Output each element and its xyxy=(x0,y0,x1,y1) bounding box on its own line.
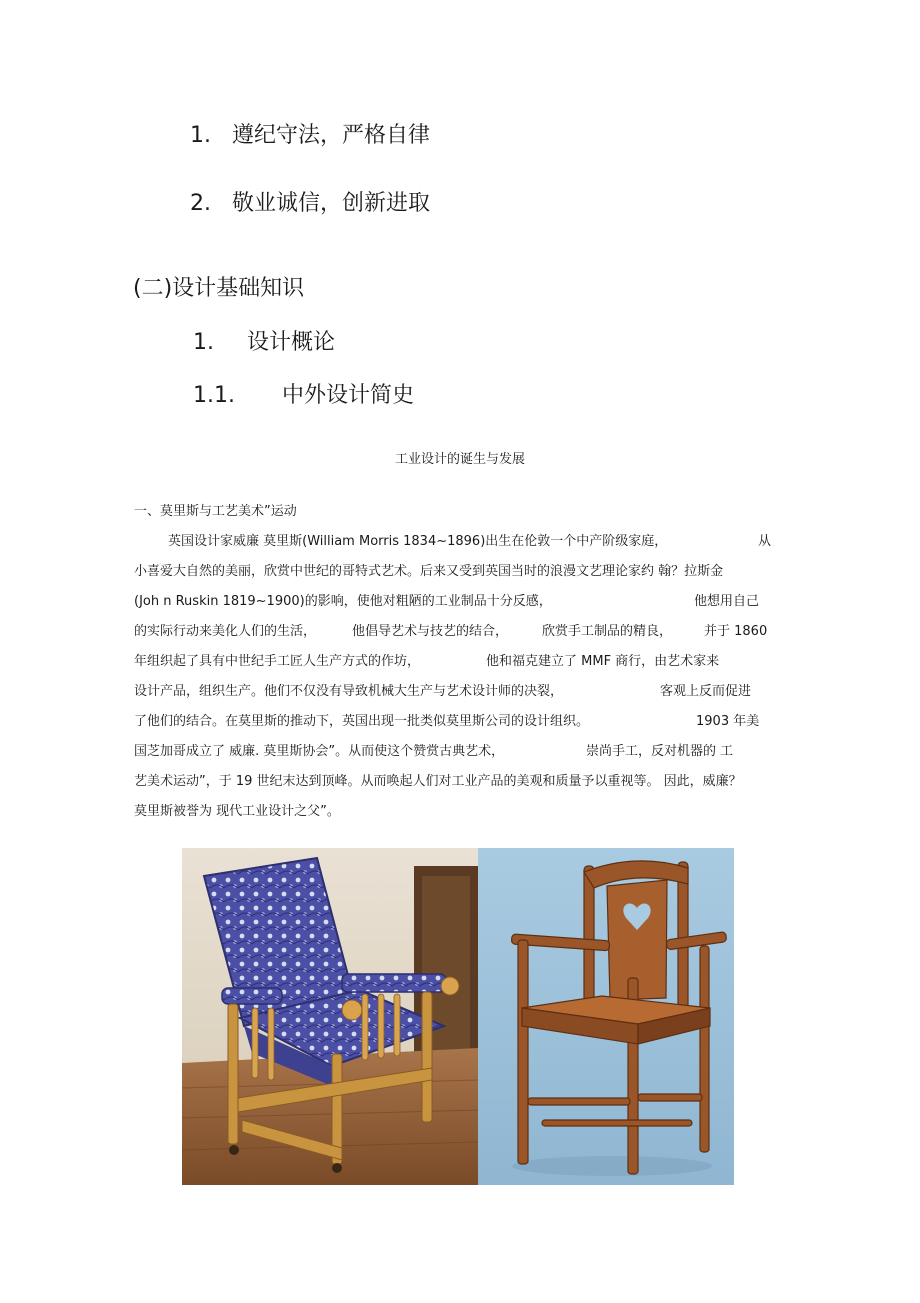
line-segment: 从 xyxy=(758,534,772,549)
subsection-heading xyxy=(193,328,335,358)
morris-armchair-image xyxy=(182,848,478,1185)
line-segment: 艺美术运动”，于 19 世纪末达到顶峰。从而唤起人们对工业产品的美观和质量予以重视等。 因此，威廉？ xyxy=(134,774,742,789)
subsubsection-heading xyxy=(193,381,414,411)
line-segment: 客观上反而促进 xyxy=(660,684,752,699)
line-segment: (Joh n Ruskin 1819~1900)的影响，使他对粗陋的工业制品十分反感， xyxy=(134,594,552,609)
paragraph-line xyxy=(134,677,774,707)
line-segment: 国芝加哥成立了 威廉. 莫里斯协会”。从而使这个赞赏古典艺术， xyxy=(134,744,505,759)
document-title: 工业设计的诞生与发展 xyxy=(394,452,525,467)
section-heading: (二)设计基础知识 xyxy=(133,276,305,301)
line-segment: 欣赏手工制品的精良， xyxy=(542,624,673,639)
paragraph-line xyxy=(134,797,774,827)
subsubsection-text: 中外设计简史 xyxy=(281,383,414,408)
paragraph-line xyxy=(134,617,774,647)
wooden-chair-image xyxy=(478,848,734,1185)
line-segment: 他倡导艺术与技艺的结合， xyxy=(352,624,509,639)
item-2 xyxy=(190,189,430,219)
item-2-text: 敬业诚信，创新进取 xyxy=(232,191,431,216)
line-segment: 他想用自己 xyxy=(694,594,760,609)
line-segment: 了他们的结合。在莫里斯的推动下，英国出现一批类似莫里斯公司的设计组织。 xyxy=(134,714,590,729)
line-segment: 英国设计家威廉 莫里斯(William Morris 1834~1896)出生在伦敦一个中产阶级家庭， xyxy=(168,534,668,549)
line-segment: 并于 1860 xyxy=(704,624,768,639)
line-segment: 1903 年美 xyxy=(696,714,760,729)
line-segment: 他和福克建立了 MMF 商行，由艺术家来 xyxy=(486,654,720,669)
paragraph-line xyxy=(134,587,774,617)
subsection-number: 1. xyxy=(193,330,214,355)
line-segment: 崇尚手工，反对机器的 工 xyxy=(586,744,734,759)
item-2-number: 2. xyxy=(190,191,211,216)
paragraph-line xyxy=(134,557,774,587)
paragraph-line xyxy=(134,767,774,797)
subsection-text: 设计概论 xyxy=(247,330,336,355)
paragraph-line xyxy=(134,527,774,557)
paragraph-line xyxy=(134,647,774,677)
item-1-number: 1. xyxy=(190,123,211,148)
line-segment: 小喜爱大自然的美丽，欣赏中世纪的哥特式艺术。后来又受到英国当时的浪漫文艺理论家约 翰？拉斯金 xyxy=(134,564,724,579)
subsubsection-number: 1.1. xyxy=(193,383,235,408)
body-paragraph xyxy=(134,527,774,827)
item-1 xyxy=(190,121,430,151)
item-1-text: 遵纪守法，严格自律 xyxy=(232,123,431,148)
article-heading: 一、莫里斯与工艺美术”运动 xyxy=(134,504,297,519)
line-segment: 的实际行动来美化人们的生活， xyxy=(134,624,317,639)
line-segment: 年组织起了具有中世纪手工匠人生产方式的作坊， xyxy=(134,654,421,669)
line-segment: 设计产品，组织生产。他们不仅没有导致机械大生产与艺术设计师的决裂， xyxy=(134,684,564,699)
paragraph-line xyxy=(134,707,774,737)
paragraph-line xyxy=(134,737,774,767)
line-segment: 莫里斯被誉为 现代工业设计之父”。 xyxy=(134,804,340,819)
chairs-photo xyxy=(182,848,734,1185)
